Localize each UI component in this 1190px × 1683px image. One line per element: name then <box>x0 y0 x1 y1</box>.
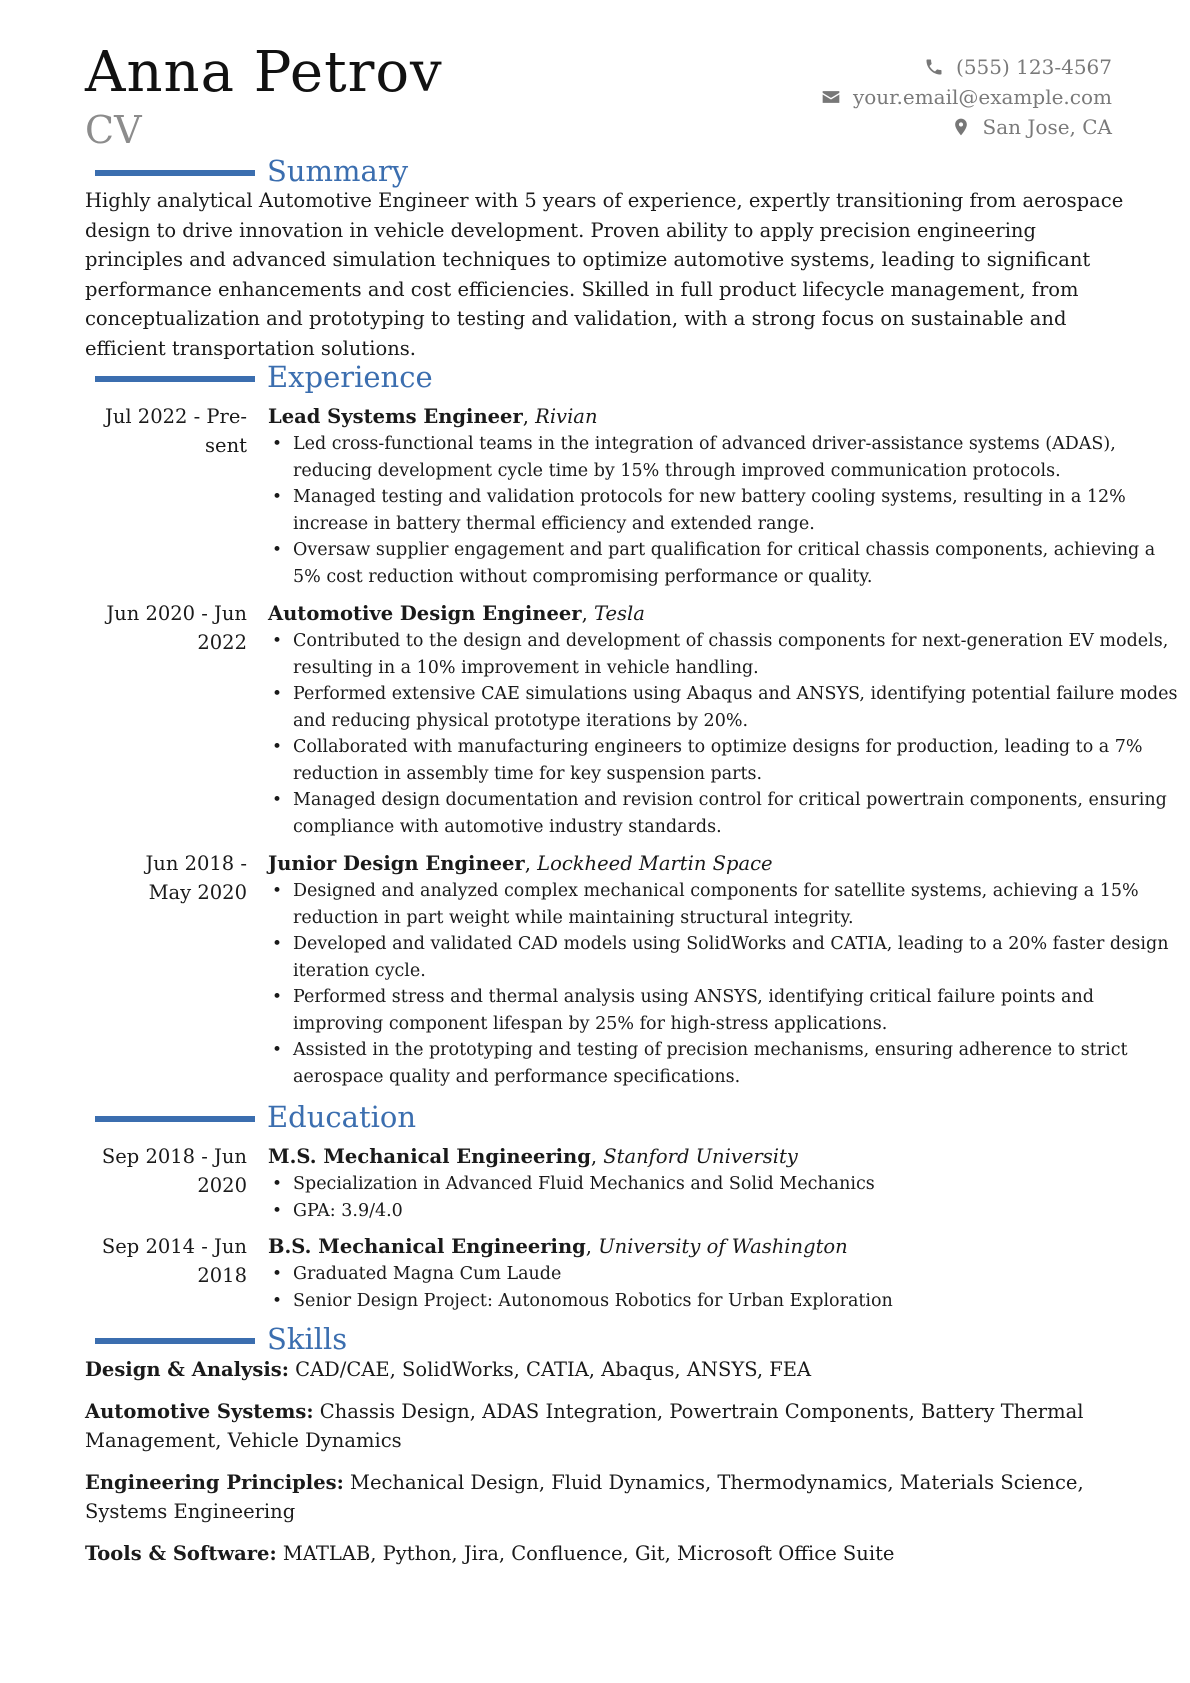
bullet-item: • Specialization in Advanced Fluid Mechanics and Solid Mechanics <box>268 1171 1188 1198</box>
entry-degree: M.S. Mechanical Engineering <box>268 1145 591 1168</box>
phone-icon <box>924 57 944 77</box>
entry-bullets <box>268 628 1188 840</box>
location-icon <box>951 117 971 137</box>
skill-items: Mechanical Design, Fluid Dynamics, Thermodynamics, Materials Science, Systems Engineering <box>85 1470 1084 1523</box>
date-line: Jul 2022 - Pre- <box>105 405 247 428</box>
entry-date <box>85 1232 247 1290</box>
bullet-item: • Performed extensive CAE simulations using Abaqus and ANSYS, identifying potential failure modes and reducing physical prototype iterations by 20%. <box>268 681 1188 734</box>
skill-items: MATLAB, Python, Jira, Confluence, Git, Microsoft Office Suite <box>282 1541 895 1565</box>
summary-text: Highly analytical Automotive Engineer with 5 years of experience, expertly transitioning from aerospace design to drive innovation in vehicle development. Proven ability to apply precision engineering principles and advanced simulation techniques to optimize automotive systems, leading to significant performance enhancements and cost efficiencies. Skilled in full product lifecycle management, from conceptualization and prototyping to testing and validation, with a strong focus on sustainable and efficient transportation solutions. <box>85 189 1124 360</box>
bullet-item: • Contributed to the design and development of chassis components for next-generation EV models, resulting in a 10% improvement in vehicle handling. <box>268 628 1188 681</box>
entry-date <box>85 402 247 460</box>
skill-items: Chassis Design, ADAS Integration, Powertrain Components, Battery Thermal Management, Vehicle Dynamics <box>85 1399 1084 1452</box>
date-line: Jun 2020 - Jun <box>106 602 247 625</box>
skill-group <box>85 1539 1125 1569</box>
section-rule <box>95 170 255 176</box>
skill-category: Tools & Software: <box>85 1541 277 1565</box>
location-text: San Jose, CA <box>982 115 1112 139</box>
date-line: May 2020 <box>148 881 247 904</box>
entry-organization: Rivian <box>535 405 598 428</box>
entry-heading: Lead Systems Engineer, Rivian <box>268 405 598 428</box>
date-line: sent <box>205 434 247 457</box>
skill-group <box>85 1397 1125 1456</box>
phone-text: (555) 123-4567 <box>956 55 1112 79</box>
email-icon <box>821 87 841 107</box>
entry-bullets <box>268 1261 1188 1314</box>
section-title: Skills <box>267 1322 348 1356</box>
bullet-item: • Graduated Magna Cum Laude <box>268 1261 1188 1288</box>
entry-heading: M.S. Mechanical Engineering, Stanford University <box>268 1145 798 1168</box>
entry-heading: B.S. Mechanical Engineering, University of Washington <box>268 1235 848 1258</box>
entry-bullets <box>268 878 1188 1090</box>
date-line: 2022 <box>197 631 247 654</box>
entry-date <box>85 599 247 657</box>
entry-bullets <box>268 1171 1188 1224</box>
entry-organization: Lockheed Martin Space <box>537 852 773 875</box>
entry-heading: Junior Design Engineer, Lockheed Martin Space <box>268 852 773 875</box>
bullet-item: • GPA: 3.9/4.0 <box>268 1198 1188 1225</box>
bullet-item: • Designed and analyzed complex mechanical components for satellite systems, achieving a 15% reduction in part weight while maintaining structural integrity. <box>268 878 1188 931</box>
date-line: 2018 <box>197 1264 247 1287</box>
contact-location <box>821 112 1112 142</box>
contact-phone <box>821 52 1112 82</box>
bullet-item: • Led cross-functional teams in the integration of advanced driver-assistance systems (ADAS), reducing development cycle time by 15% through improved communication protocols. <box>268 431 1188 484</box>
entry-organization: Tesla <box>593 602 645 625</box>
entry-date <box>85 849 247 907</box>
section-title: Summary <box>267 154 409 188</box>
section-rule <box>95 1338 255 1344</box>
document-subtitle: CV <box>85 108 142 152</box>
entry-role: Junior Design Engineer <box>268 852 525 875</box>
date-line: 2020 <box>197 1174 247 1197</box>
date-line: Jun 2018 - <box>145 852 247 875</box>
entry-institution: Stanford University <box>603 1145 798 1168</box>
section-rule <box>95 1116 255 1122</box>
entry-date <box>85 1142 247 1200</box>
person-name: Anna Petrov <box>85 40 443 105</box>
skills-list <box>85 1355 1125 1580</box>
date-line: Sep 2014 - Jun <box>101 1235 247 1258</box>
entry-role: Lead Systems Engineer <box>268 405 523 428</box>
contact-email <box>821 82 1112 112</box>
bullet-item: • Assisted in the prototyping and testing of precision mechanisms, ensuring adherence to strict aerospace quality and performance specifications. <box>268 1037 1188 1090</box>
entry-institution: University of Washington <box>598 1235 848 1258</box>
contact-block <box>821 52 1112 142</box>
skill-group <box>85 1355 1125 1385</box>
entry-heading: Automotive Design Engineer, Tesla <box>268 602 645 625</box>
bullet-item: • Senior Design Project: Autonomous Robotics for Urban Exploration <box>268 1288 1188 1315</box>
skill-category: Automotive Systems: <box>85 1399 314 1423</box>
entry-role: Automotive Design Engineer <box>268 602 582 625</box>
bullet-item: • Managed design documentation and revision control for critical powertrain components, ensuring compliance with automotive industry standards. <box>268 787 1188 840</box>
entry-bullets <box>268 431 1188 590</box>
skill-category: Engineering Principles: <box>85 1470 344 1494</box>
bullet-item: • Managed testing and validation protocols for new battery cooling systems, resulting in a 12% increase in battery thermal efficiency and extended range. <box>268 484 1188 537</box>
date-line: Sep 2018 - Jun <box>101 1145 247 1168</box>
email-text: your.email@example.com <box>852 85 1112 109</box>
entry-degree: B.S. Mechanical Engineering <box>268 1235 586 1258</box>
section-title: Education <box>267 1100 417 1134</box>
section-title: Experience <box>267 360 433 394</box>
bullet-item: • Developed and validated CAD models using SolidWorks and CATIA, leading to a 20% faster design iteration cycle. <box>268 931 1188 984</box>
bullet-item: • Collaborated with manufacturing engineers to optimize designs for production, leading to a 7% reduction in assembly time for key suspension parts. <box>268 734 1188 787</box>
section-rule <box>95 376 255 382</box>
skill-items: CAD/CAE, SolidWorks, CATIA, Abaqus, ANSYS, FEA <box>295 1358 812 1381</box>
skill-category: Design & Analysis: <box>85 1358 289 1381</box>
skill-group <box>85 1468 1125 1527</box>
bullet-item: • Performed stress and thermal analysis using ANSYS, identifying critical failure points and improving component lifespan by 25% for high-stress applications. <box>268 984 1188 1037</box>
bullet-item: • Oversaw supplier engagement and part qualification for critical chassis components, achieving a 5% cost reduction without compromising performance or quality. <box>268 537 1188 590</box>
